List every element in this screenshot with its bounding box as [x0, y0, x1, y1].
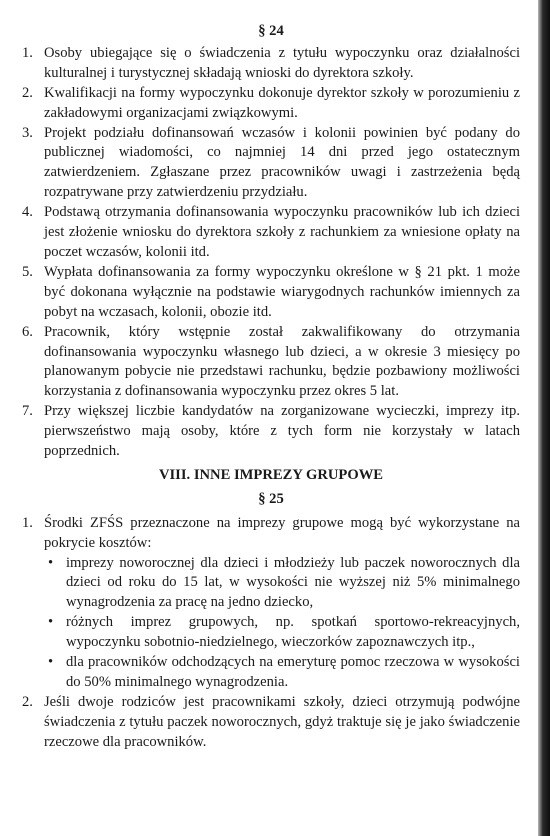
item-number: 1.	[22, 44, 33, 61]
list-item	[22, 514, 520, 693]
list-item	[22, 263, 520, 323]
item-number: 1.	[22, 514, 33, 531]
list-item	[22, 44, 520, 84]
bullet-text: różnych imprez grupowych, np. spotkań sportowo-rekreacyjnych, wypoczynku sobotnio-niedzielnego, wieczorków zapoznawczych itp.,	[66, 614, 520, 651]
list-item	[22, 402, 520, 462]
list-item	[22, 84, 520, 124]
item-number: 7.	[22, 403, 33, 420]
item-text: Wypłata dofinansowania za formy wypoczynku określone w § 21 pkt. 1 może być dokonana wyłącznie na podstawie wiarygodnych rachunków imiennych za pobyt na wczasach, kolonii, obozie itd.	[44, 263, 520, 320]
bullet-item	[44, 613, 520, 653]
bullet-icon: •	[48, 654, 54, 671]
bullet-item	[44, 653, 520, 693]
item-number: 5.	[22, 263, 33, 280]
section-heading-25: § 25	[258, 490, 284, 507]
list-item	[22, 323, 520, 403]
item-text: Środki ZFŚS przeznaczone na imprezy grupowe mogą być wykorzystane na pokrycie kosztów:	[44, 514, 520, 551]
item-text: Osoby ubiegające się o świadczenia z tytułu wypoczynku oraz działalności kulturalnej i turystycznej składają wnioski do dyrektora szkoły.	[44, 44, 520, 81]
item-number: 2.	[22, 84, 33, 101]
item-number: 3.	[22, 124, 33, 141]
page-edge-shadow	[538, 0, 550, 836]
item-text: Jeśli dwoje rodziców jest pracownikami szkoły, dzieci otrzymują podwójne świadczenia z tytułu paczek noworocznych, gdyż traktuje się je jako świadczenie rzeczowe dla pracowników.	[44, 693, 520, 750]
bullet-text: dla pracowników odchodzących na emeryturę pomoc rzeczowa w wysokości do 50% minimalnego wynagrodzenia.	[66, 654, 520, 690]
item-number: 6.	[22, 323, 33, 340]
item-text: Podstawą otrzymania dofinansowania wypoczynku pracowników lub ich dzieci jest złożenie wniosku do dyrektora szkoły z rachunkiem za wniesione opłaty na poczet wczasów, kolonii itd.	[44, 204, 520, 260]
section-24-list	[22, 44, 520, 462]
item-text: Kwalifikacji na formy wypoczynku dokonuje dyrektor szkoły w porozumieniu z zakładowymi organizacjami związkowymi.	[44, 84, 520, 121]
list-item	[22, 693, 520, 753]
section-heading-24: § 24	[258, 23, 284, 39]
item-text: Projekt podziału dofinansowań wczasów i kolonii powinien być podany do publicznej wiadomości, co najmniej 14 dni przed jego ostatecznym zatwierdzeniem. Zgłaszane przez pracowników uwagi i zastrzeżenia będą rozpatrywane przy zatwierdzeniu przydziału.	[44, 124, 520, 201]
item-number: 2.	[22, 693, 33, 710]
bullet-item	[44, 554, 520, 614]
list-item	[22, 124, 520, 204]
item-text: Pracownik, który wstępnie został zakwalifikowany do otrzymania dofinansowania wypoczynku własnego lub dzieci, a w okresie 3 miesięcy po planowanym pobycie nie przedstawi rachunku, będzie pozbawiony możliwości korzystania z dofinansowania wypoczynku przez okres 5 lat.	[44, 323, 520, 400]
bullet-icon: •	[48, 614, 54, 631]
item-number: 4.	[22, 204, 33, 221]
document-page	[22, 22, 520, 753]
chapter-heading: VIII. INNE IMPREZY GRUPOWE	[158, 466, 384, 483]
section-25-list	[22, 514, 520, 753]
item-text: Przy większej liczbie kandydatów na zorganizowane wycieczki, imprezy itp. pierwszeństwo mają osoby, które z tych form nie korzystały w latach poprzednich.	[44, 403, 520, 460]
bullet-icon: •	[48, 554, 54, 571]
bullet-list	[44, 554, 520, 693]
bullet-text: imprezy noworocznej dla dzieci i młodzieży lub paczek noworocznych dla dzieci od roku do 15 lat, w wysokości nie wyższej niż 5% minimalnego wynagrodzenia za pracę na jedno dziecko,	[66, 554, 520, 611]
list-item	[22, 203, 520, 263]
